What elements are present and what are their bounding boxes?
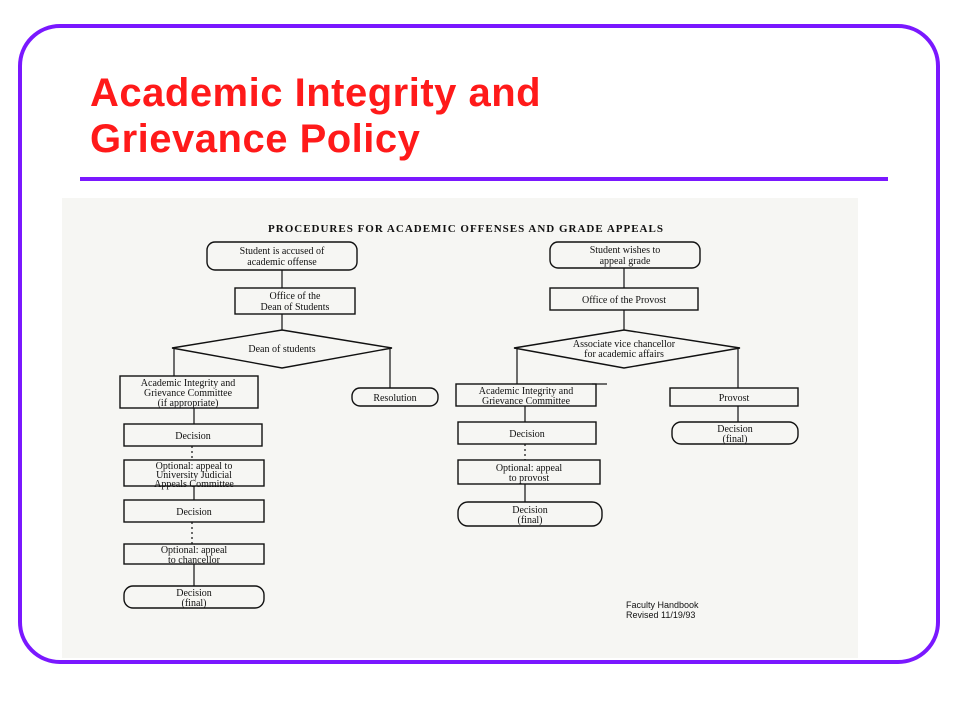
node-label: to chancellor [168, 555, 220, 566]
node-label: Decision [175, 431, 211, 442]
node-appeal-grade [550, 242, 700, 268]
node-label: (final) [181, 598, 207, 609]
footer-revised: Revised 11/19/93 [626, 610, 696, 620]
flowchart-heading: PROCEDURES FOR ACADEMIC OFFENSES AND GRADE APPEALS [268, 223, 664, 235]
node-label: Grievance Committee [143, 388, 233, 399]
slide-title [90, 70, 541, 162]
node-left-committee [120, 376, 258, 409]
node-provost-office [550, 288, 698, 310]
node-label: Associate vice chancellor [572, 339, 676, 350]
node-label: appeal grade [599, 256, 651, 267]
node-label: Decision [717, 424, 753, 435]
node-label: Provost [718, 393, 750, 404]
node-label: Resolution [373, 393, 417, 404]
node-label: Decision [176, 507, 212, 518]
node-label: Academic Integrity and [478, 386, 574, 397]
footer-handbook: Faculty Handbook [626, 600, 699, 610]
node-dean-office [235, 288, 355, 314]
node-provost-decision [672, 422, 798, 445]
node-label: Dean of students [248, 344, 316, 355]
node-label: (final) [517, 515, 543, 526]
node-student-accused [207, 242, 357, 270]
node-label: Decision [509, 429, 545, 440]
node-provost [670, 388, 798, 406]
node-label: Optional: appeal [495, 463, 563, 474]
title-line-2: Grievance Policy [90, 117, 421, 161]
node-label: (if appropriate) [157, 398, 219, 409]
node-label: Grievance Committee [481, 396, 571, 407]
node-appeal-provost [458, 460, 600, 484]
node-label: Optional: appeal to [155, 461, 233, 472]
node-right-decision-final [458, 502, 602, 526]
node-left-decision-2 [124, 500, 264, 522]
node-appeal-ujac [124, 460, 264, 490]
node-label: academic offense [247, 257, 317, 268]
node-label: (final) [722, 434, 748, 445]
node-label: Office of the [269, 291, 321, 302]
node-label: Office of the Provost [582, 295, 666, 306]
node-label: Student wishes to [589, 245, 661, 256]
node-dean-decision [172, 330, 392, 368]
node-avc-decision [514, 330, 740, 368]
node-right-committee [456, 384, 596, 407]
node-label: Optional: appeal [160, 545, 228, 556]
node-label: University Judicial [156, 470, 232, 481]
node-label: Decision [176, 588, 212, 599]
node-appeal-chancellor [124, 544, 264, 566]
flowchart [62, 198, 858, 658]
node-label: Appeals Committee [154, 479, 234, 490]
node-left-decision-final [124, 586, 264, 609]
node-label: Academic Integrity and [140, 378, 236, 389]
node-label: for academic affairs [584, 349, 664, 360]
title-line-1: Academic Integrity and [90, 71, 542, 115]
node-label: Decision [512, 505, 548, 516]
node-left-decision-1 [124, 424, 262, 446]
node-label: Dean of Students [260, 302, 330, 313]
node-right-decision-1 [458, 422, 596, 444]
node-resolution [352, 388, 438, 406]
title-divider [80, 177, 888, 181]
node-label: to provost [508, 473, 550, 484]
node-label: Student is accused of [239, 246, 325, 257]
